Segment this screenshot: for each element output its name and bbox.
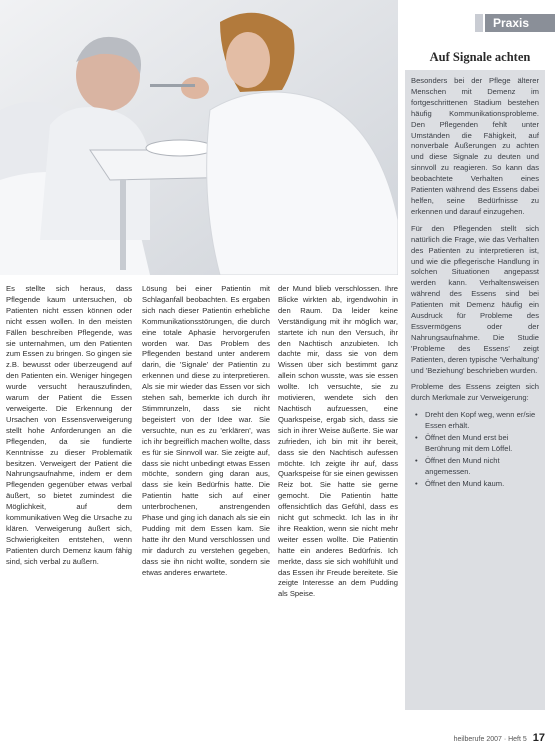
journal-issue: heilberufe 2007 · Heft 5: [453, 736, 527, 743]
sidebar-list: [411, 410, 539, 489]
list-item: • Dreht den Kopf weg, wenn er/sie Essen erhält.: [419, 410, 539, 432]
article-photo: [0, 0, 398, 275]
sidebar-list-intro: Probleme des Essens zeigten sich durch Merkmale zur Verweigerung:: [411, 382, 539, 403]
column-2-text: Lösung bei einer Patientin mit Schlaganfall beobachten. Es ergaben sich nach dieser Patientin erhebliche Kommunikationsstörungen, die durch eine totale Aphasie hervorgerufen worden war. Das Problem des Pflegenden bestand unter anderem darin, die 'Signale' der Patientin zu erkennen und diese zu interpretieren. Als sie mir wieder das Essen vor sich stehen sah, bemerkte ich durch ihr Stimmrunzeln, dass sie nicht begeistert von der Idee war. Sie versuchte, nun es zu 'erklären', was ich ihr begreiflich machen wollte, dass es für sie Sinnvoll war. Sie zeigte auf, dass sie nicht unbedingt etwas Essen möchte, sondern ging daran aus, dass sie kein Bedürfnis hatte. Die Patientin hatte sich auf einer unterbrochenen, anstrengenden Phase und ging ich danach als sie ein Pudding mit dem Essen kam. Sie hatte ihr den Mund verschlossen und mir dadurch zu verstehen gegeben, dass sie ihn nicht wollte, sondern sie etwas anderes erwartete.: [142, 284, 270, 577]
text-column-1: [6, 284, 132, 724]
column-1-text: Es stellte sich heraus, dass Pflegende kaum untersuchen, ob Patienten nicht essen können oder nicht essen wollen. In den meisten Fällen beschreiben Pflegende, was sie unternahmen, um den Patienten zum Essen zu bringen. So gingen sie z.B. bewusst oder überzeugend auf den Patienten ein. Weniger hingegen wurde versucht herauszufinden, warum der Patient die Essen verweigerte. Die Erkennung der Ursachen von Essensverweigerung stellt hohe Anforderungen an die Pflegenden, da sie fundierte Kenntnisse zu dieser Problematik besitzen. Verweigert der Patient die Nahrungsaufnahme, indem er dem Pflegenden gegenüber etwas verbal äußert, so bietet zumindest die Möglichkeit, auf dem kommunikativen Weg die Ursache zu klären. Verweigerung äußert sich, Schwierigkeiten entstehen, wenn Patienten durch Demenz kaum fähig sind, sich verbal zu äußern.: [6, 284, 132, 566]
column-3-text: der Mund blieb verschlossen. Ihre Blicke wirkten ab, irgendwohin in den Raum. Da leider keine Verständigung mit ihr möglich war, startete ich nun den Versuch, ihr den Nachtisch anzubieten. Ich dachte mir, dass sie von dem Wissen über sich bestimmt ganz allein schon wusste, was sie essen wollte. Ich versuchte, sie zu motivieren, wendete sich den Nachtisch aufzuessen, eine Quarkspeise, ergab sich, dass sie sich in ihrer Weise äußerte. Sie war zufrieden, ich bin mit ihr bereit, dass sie den Nachtisch aufessen möchte. Ich zeigte ihr auf, dass Quarkspeise für sie einen gewissen Reiz bot. Sie hatte sie gerne gemocht. Die Patientin hatte offensichtlich das Gefühl, dass es nicht gut schmeckt. Ich las in ihr ihre Reaktion, wenn sie nicht mehr weiter essen wollte. Die Patientin hatte ein anderes Bedürfnis. Ich merkte, dass sie sich wohlfühlt und das Essen ihr Freude bereitete. Sie zeigte Interesse an dem Pudding als Speise.: [278, 284, 398, 599]
sidebar-title: Auf Signale achten: [429, 50, 531, 64]
section-tab-stripe: [475, 14, 483, 32]
list-item: • Öffnet den Mund erst bei Berührung mit dem Löffel.: [419, 433, 539, 455]
section-tab: [475, 14, 555, 32]
text-column-2: [142, 284, 270, 724]
text-column-3: [278, 284, 398, 724]
sidebar-intro: Besonders bei der Pflege älterer Menschen mit Demenz im fortgeschrittenen Stadium bestehen häufig Kommunikationsprobleme. Den Pflegenden fehlt unter Umständen die Fähigkeit, auf nonverbale Äußerungen zu achten und diese Signale zu deuten und sinnvoll zu reagieren. So kann das beobachtete Verhalten eines Patienten während des Essens dabei helfen, seine Bedürfnisse zu erkennen und darauf einzugehen.: [411, 76, 539, 216]
section-label: Praxis: [485, 14, 555, 32]
list-item: • Öffnet den Mund nicht angemessen.: [419, 456, 539, 478]
sidebar-box: [405, 70, 545, 710]
sidebar-paragraph-2: Für den Pflegenden stellt sich natürlich die Frage, wie das Verhalten des Patienten zu interpretieren ist, und wie die pflegerische Handlung in solchen Situationen angepasst werden kann. Verhaltensweisen während des Essens sind bei Patienten mit Demenz häufig ein Ausdruck für Probleme des Essvermögens oder der Nahrungsaufnahme. Die Studie 'Probleme des Essens' zeigt Patienten, deren typische 'Verhaltung' und 'Beziehung' beschrieben wurden.: [411, 223, 539, 375]
list-item: • Öffnet den Mund kaum.: [419, 479, 539, 490]
page-footer: [454, 732, 545, 744]
page-number: 17: [532, 732, 545, 744]
